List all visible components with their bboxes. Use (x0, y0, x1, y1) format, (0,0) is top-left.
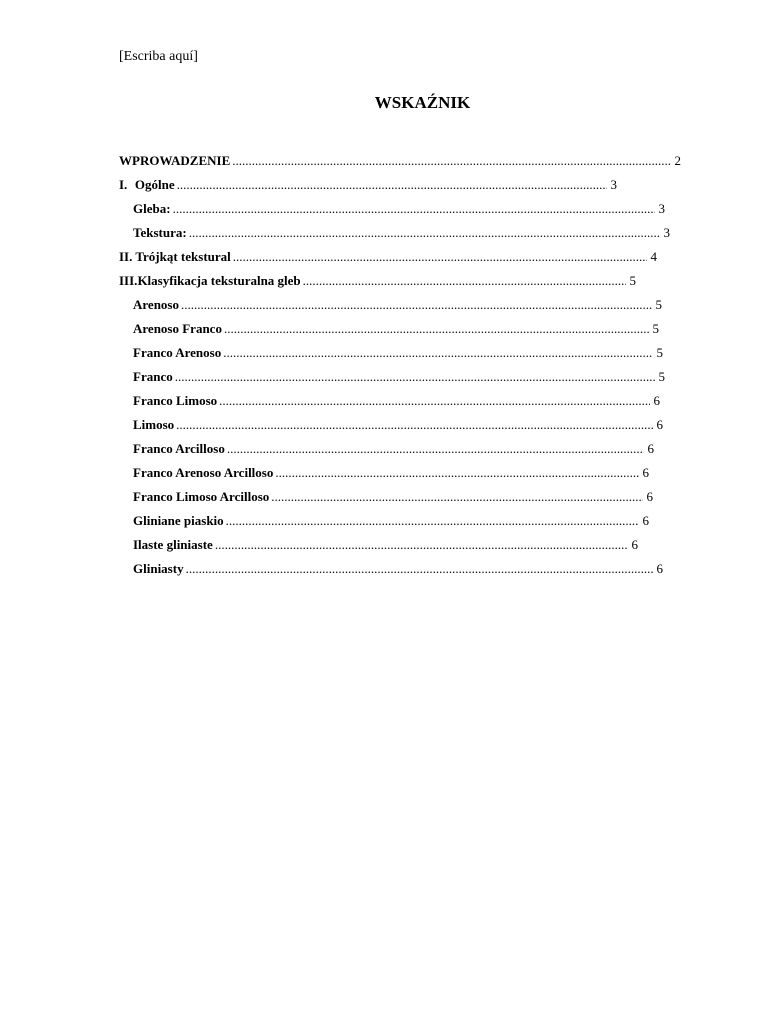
toc-entry[interactable] (133, 417, 663, 437)
toc-entry-number: II. (119, 249, 133, 264)
toc-entry-page: 5 (658, 369, 665, 384)
toc-entry-label: Franco Arenoso Arcilloso (133, 465, 274, 480)
page-title: WSKAŹNIK (374, 93, 471, 112)
toc-entry-label: Franco Limoso Arcilloso (133, 489, 270, 504)
toc-entry[interactable] (133, 321, 659, 341)
toc-leader-dots (176, 417, 652, 433)
toc-entry[interactable] (133, 393, 660, 413)
toc-entry-page: 2 (674, 153, 681, 168)
toc-entry[interactable] (119, 273, 636, 293)
toc-leader-dots (232, 153, 670, 169)
toc-leader-dots (271, 489, 642, 505)
toc-leader-dots (186, 561, 653, 577)
toc-entry-label: Franco (133, 369, 173, 384)
toc-entry-label: Arenoso (133, 297, 179, 312)
toc-entry-page: 3 (658, 201, 665, 216)
toc-entry-page: 3 (663, 225, 670, 240)
toc-entry[interactable] (133, 489, 653, 509)
toc-entry[interactable] (133, 297, 662, 317)
toc-entry-label: Gliniasty (133, 561, 184, 576)
toc-entry-page: 5 (652, 321, 659, 336)
toc-leader-dots (233, 249, 647, 265)
toc-entry[interactable] (133, 465, 649, 485)
toc-leader-dots (303, 273, 626, 289)
toc-entry-label: Tekstura: (133, 225, 187, 240)
page-header: [Escriba aquí] (119, 49, 198, 64)
toc-entry-page: 4 (650, 249, 657, 264)
toc-leader-dots (175, 369, 655, 385)
toc-entry[interactable] (119, 177, 617, 197)
toc-entry-label: Franco Limoso (133, 393, 218, 408)
toc-entry-label: WPROWADZENIE (119, 153, 231, 168)
toc-entry[interactable] (133, 513, 649, 533)
toc-leader-dots (226, 513, 639, 529)
toc-entry-label: Gleba: (133, 201, 171, 216)
toc-entry-label: Franco Arenoso (133, 345, 222, 360)
toc-entry-label: Gliniane piaskio (133, 513, 224, 528)
toc-entry-page: 6 (647, 441, 654, 456)
toc-leader-dots (173, 201, 655, 217)
toc-entry[interactable] (133, 561, 663, 581)
toc-leader-dots (224, 321, 649, 337)
toc-entry[interactable] (133, 369, 665, 389)
toc-leader-dots (223, 345, 652, 361)
toc-leader-dots (215, 537, 628, 553)
toc-entry-page: 6 (656, 417, 663, 432)
toc-entry[interactable] (133, 225, 670, 245)
toc-entry-page: 3 (610, 177, 617, 192)
toc-entry-label: Klasyfikacja teksturalna gleb (137, 273, 301, 288)
toc-entry-label: Ilaste gliniaste (133, 537, 213, 552)
toc-leader-dots (275, 465, 638, 481)
toc-entry-number: III. (119, 273, 138, 288)
toc-entry-page: 6 (656, 561, 663, 576)
toc-entry-page: 5 (629, 273, 636, 288)
toc-entry-label: Limoso (133, 417, 175, 432)
toc-entry-number: I. (119, 177, 128, 192)
toc-entry-page: 6 (631, 537, 638, 552)
toc-entry[interactable] (133, 201, 665, 221)
toc-entry[interactable] (119, 249, 657, 269)
toc-leader-dots (189, 225, 660, 241)
toc-entry-page: 5 (655, 297, 662, 312)
toc-leader-dots (177, 177, 607, 193)
toc-entry[interactable] (133, 345, 663, 365)
toc-leader-dots (227, 441, 644, 457)
toc-entry[interactable] (133, 537, 638, 557)
toc-entry-page: 5 (656, 345, 663, 360)
toc-entry[interactable] (119, 153, 681, 173)
toc-entry-label: Franco Arcilloso (133, 441, 225, 456)
toc-entry-label: Trójkąt tekstural (135, 249, 231, 264)
toc-entry-label: Arenoso Franco (133, 321, 222, 336)
toc-entry-page: 6 (653, 393, 660, 408)
toc-leader-dots (219, 393, 649, 409)
toc-entry-page: 6 (646, 489, 653, 504)
toc-entry[interactable] (133, 441, 654, 461)
toc-entry-label: Ogólne (134, 177, 175, 192)
toc-leader-dots (181, 297, 652, 313)
toc-entry-page: 6 (642, 513, 649, 528)
toc-entry-page: 6 (642, 465, 649, 480)
